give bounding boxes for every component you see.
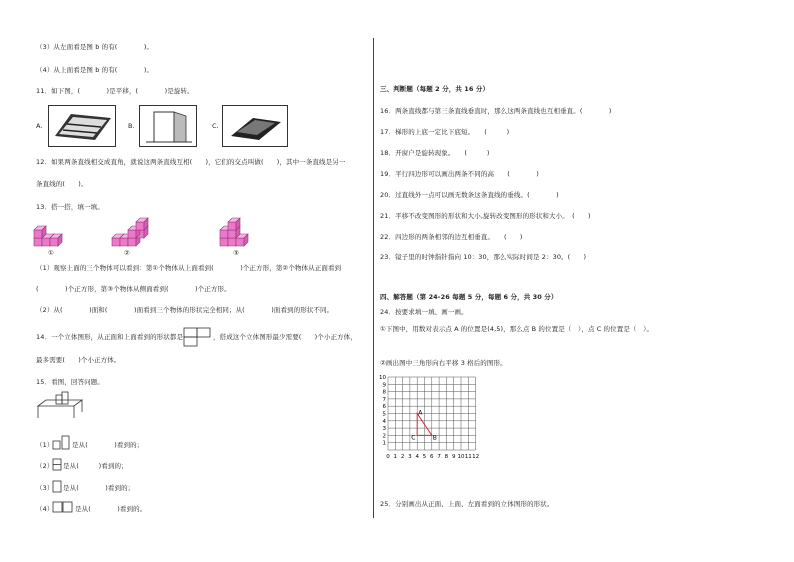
q13-2: （2）从( )面和( )面看到三个物体的形状完全相同；从( )面看到的形状不同。 <box>36 306 334 314</box>
q14-shape-figure <box>184 328 212 348</box>
judgement-18: 18．开窗户是旋转现象。 ( ) <box>380 149 490 157</box>
y-tick-label: 8 <box>382 389 386 396</box>
q12-line1: 12．如果两条直线相交成直角，就说这两条直线互相( )，它们的交点叫做( )，其中一条直线是另一 <box>36 158 346 166</box>
q14-part-c: 最多需要( )个小正方体。 <box>36 356 121 364</box>
door-image <box>139 105 197 147</box>
x-tick-label: 6 <box>430 454 434 460</box>
judgement-16: 16．两条直线都与第三条直线垂直时，那么这两条直线也互相垂直。( ) <box>380 107 612 115</box>
x-tick-label: 7 <box>437 454 441 460</box>
y-tick-label: 10 <box>379 375 386 381</box>
cube-block <box>50 234 62 246</box>
x-tick-label: 4 <box>415 454 419 460</box>
point-label-c: C <box>411 434 416 442</box>
q15-4-text: 是从( )看到的。 <box>75 505 147 513</box>
y-tick-label: 5 <box>382 411 386 418</box>
judgement-19: 19．平行四边形可以画出两条不同的高 ( ) <box>380 170 539 178</box>
x-tick-label: 3 <box>408 454 412 460</box>
judgement-22: 22．四边形的两条相邻的边互相垂直。 ( ) <box>380 233 523 241</box>
q15-3-view-icon <box>53 481 63 493</box>
q10-3: （3）从左面看是图 b 的有( )。 <box>36 43 154 51</box>
q11-option-a: A. <box>36 122 43 130</box>
x-tick-label: 9 <box>451 454 456 460</box>
q13-label-1: ① <box>48 249 54 257</box>
q15-text: 15．看图，回答问题。 <box>36 378 104 386</box>
q15-1-number: （1） <box>36 441 54 449</box>
q11-text: 11．如下图，( )是平移，( )是旋转。 <box>36 87 194 95</box>
q15-3-text: 是从( )看到的； <box>63 484 135 492</box>
q12-line2: 条直线的( )。 <box>36 180 88 188</box>
q13-1-line1: （1）观察上面的三个物体可以看到：第①个物体从上面看到( )个正方形，第②个物体从正面看到 <box>36 264 342 272</box>
y-tick-label: 1 <box>382 440 386 447</box>
judgement-17: 17．梯形的上底一定比下底短。 ( ) <box>380 128 510 136</box>
q14-part-b: ，搭成这个立体图形最少需要( )个小正方体， <box>213 333 357 341</box>
q13-text: 13．搭一搭，填一填。 <box>36 203 104 211</box>
q15-1-view-icon <box>53 436 71 450</box>
q11-option-b: B. <box>128 122 135 130</box>
stapler-image <box>222 105 288 147</box>
q10-4: （4）从上面看是图 b 的有( )。 <box>36 66 154 74</box>
abacus-image <box>48 105 116 147</box>
section-4-title: 四、解答题（第 24-26 每题 5 分，每题 6 分，共 30 分） <box>380 293 558 301</box>
judgement-21: 21．平移不改变图形的形状和大小,旋转改变图形的形状和大小。 ( ) <box>380 212 591 220</box>
q15-2-view-icon <box>53 459 63 471</box>
q14-part-a: 14．一个立体图形，从正面和上面看到的形状都是 <box>36 333 184 341</box>
q13-label-2: ② <box>124 249 130 257</box>
coordinate-grid <box>376 372 496 472</box>
q15-4-number: （4） <box>36 505 54 513</box>
point-label-b: B <box>432 434 437 442</box>
y-tick-label: 4 <box>382 418 386 425</box>
q15-3-number: （3） <box>36 484 54 492</box>
q13-1-line2: ( )个正方形，第③个物体从侧面看到( )个正方形。 <box>36 285 231 293</box>
y-tick-label: 2 <box>382 433 386 440</box>
x-tick-label: 2 <box>400 454 405 460</box>
judgement-23: 23．镜子里的时钟指针指向 10：30，那么实际时间是 2：30。( ) <box>380 253 587 261</box>
q13-label-3: ③ <box>233 249 239 257</box>
cube-block <box>34 226 46 238</box>
x-tick-label: 11 <box>464 454 472 460</box>
x-tick-label: 1 <box>393 454 398 460</box>
q11-option-c: C. <box>212 122 219 130</box>
q15-4-view-icon <box>53 502 75 514</box>
q25-text: 25．分别画出从正面、上面、左面看到的立体图形的形状。 <box>380 500 554 508</box>
q15-1-text: 是从( )看到的； <box>72 441 144 449</box>
x-tick-label: 0 <box>386 454 390 460</box>
x-tick-label: 5 <box>422 454 427 460</box>
q24-2: ②画出图中三角形向右平移 3 格后的图形。 <box>380 359 507 367</box>
y-tick-label: 7 <box>382 396 386 403</box>
x-tick-label: 10 <box>457 454 465 460</box>
section-3-title: 三、判断题（每题 2 分，共 16 分） <box>380 85 490 93</box>
judgement-20: 20．过直线外一点可以画无数条这条直线的垂线。( ) <box>380 191 559 199</box>
cube-figures <box>30 214 270 254</box>
x-tick-label: 12 <box>472 454 480 460</box>
cube-block <box>136 218 148 230</box>
column-divider <box>373 38 374 518</box>
point-label-a: A <box>418 409 423 417</box>
y-tick-label: 3 <box>382 426 386 433</box>
x-tick-label: 8 <box>444 454 449 460</box>
q15-2-number: （2） <box>36 462 54 470</box>
y-tick-label: 9 <box>382 382 386 389</box>
q24-1: ①下图中，用数对表示点 A 的位置是(4,5)，那么点 B 的位置是（ ），点 C 的位置是（ ）。 <box>380 325 654 333</box>
y-tick-label: 6 <box>382 404 386 411</box>
q15-2-text: 是从( )看到的； <box>63 462 128 470</box>
desk-figure <box>36 392 84 418</box>
cube-block <box>228 218 240 230</box>
q24-text: 24．按要求填一填、画一画。 <box>380 308 468 316</box>
